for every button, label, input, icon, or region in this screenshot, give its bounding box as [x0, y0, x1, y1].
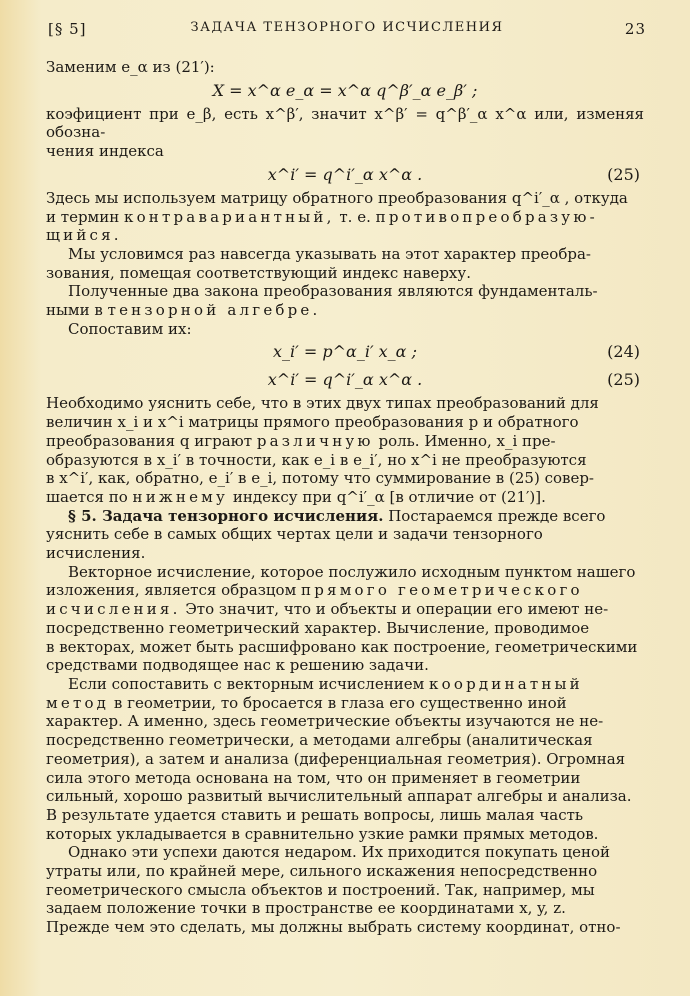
text-line: Полученные два закона преобразования являются фундаменталь- [68, 282, 598, 301]
text-line: изложения, является образцом прямого геометрического [46, 581, 583, 600]
text-line: геометрического смысла объектов и построений. Так, например, мы [46, 880, 595, 899]
text-line: которых укладывается в сравнительно узкие рамки прямых методов. [46, 824, 599, 843]
text-line: Сопоставим их: [68, 319, 192, 338]
text-line: посредственно геометрически, а методами алгебры (аналитическая [46, 731, 593, 750]
text-line: Прежде чем это сделать, мы должны выбрать систему координат, отно- [46, 918, 621, 937]
section-heading-line: § 5. Задача тензорного исчисления. Постараемся прежде всего [68, 506, 606, 525]
equation-number: (24) [607, 342, 640, 362]
text-line: и термин контравариантный, т. е. противопреобразую- [46, 207, 598, 226]
text-line: Заменим e_α из (21′): [46, 58, 215, 76]
header-section: [§ 5] [48, 20, 87, 38]
text-line: посредственно геометрический характер. Вычисление, проводимое [46, 618, 590, 637]
text-line: образуются в x_i′ в точности, как e_i в e_i′, но x^i не преобразуются [46, 450, 587, 469]
equation-number: (25) [607, 164, 640, 184]
text-line: величин x_i и x^i матрицы прямого преобразования p и обратного [46, 413, 579, 432]
text-line: зования, помещая соответствующий индекс наверху. [46, 263, 471, 282]
text-line: в x^i′, как, обратно, e_i′ в e_i, потому что суммирование в (25) совер- [46, 469, 594, 488]
running-header [48, 10, 646, 40]
text-line: характер. А именно, здесь геометрические объекты изучаются не не- [46, 712, 604, 731]
text-line: в векторах, может быть расшифровано как построение, геометрическими [46, 637, 638, 656]
text-line: уяснить себе в самых общих чертах цели и задачи тензорного [46, 525, 543, 544]
text-line: Векторное исчисление, которое послужило исходным пунктом нашего [68, 562, 636, 581]
equation-number: (25) [607, 370, 640, 390]
text-line: средствами подводящее нас к решению задачи. [46, 656, 429, 675]
text-line: В результате удается ставить и решать вопросы, лишь малая часть [46, 805, 584, 824]
formula-25: x^i′ = q^i′_α x^α . (25) [46, 161, 644, 189]
text-line: исчисления. [46, 544, 146, 563]
text-line: геометрия), а затем и анализа (диференциальная геометрия). Огромная [46, 749, 626, 768]
formula-24: x_i′ = p^α_i′ x_α ; (24) [46, 338, 644, 366]
text-line: ными в тензорной алгебре. [46, 301, 321, 320]
text-line: Однако эти успехи даются недаром. Их приходится покупать ценой [68, 843, 611, 862]
text-line: исчисления. Это значит, что и объекты и операции его имеют не- [46, 600, 609, 619]
text-line: Мы условимся раз навсегда указывать на этот характер преобра- [68, 244, 591, 263]
formula: X = x^α e_α = x^α q^β′_α e_β′ ; [212, 80, 478, 100]
header-title: ЗАДАЧА ТЕНЗОРНОГО ИСЧИСЛЕНИЯ [190, 20, 504, 35]
text-line: сила этого метода основана на том, что он применяет в геометрии [46, 768, 581, 787]
text-line: задаем положение точки в пространстве ее координатами x, y, z. [46, 899, 566, 918]
text-line: коэфициент при e_β, есть x^β′, значит x^β′ = q^β′_α x^α или, изменяя обозна- [46, 104, 644, 142]
text-line: сильный, хорошо развитый вычислительный аппарат алгебры и анализа. [46, 787, 632, 806]
text-line: чения индекса [46, 142, 164, 161]
text-line: метод в геометрии, то бросается в глаза его существенно иной [46, 693, 567, 712]
text-line: шается по нижнему индексу при q^i′_α [в отличие от (21′)]. [46, 487, 546, 506]
section-heading: § 5. Задача тензорного исчисления. [68, 506, 384, 525]
formula-25: x^i′ = q^i′_α x^α . (25) [46, 366, 644, 394]
text-line: Здесь мы используем матрицу обратного преобразования q^i′_α , откуда [46, 188, 628, 207]
text-line: преобразования q играют различную роль. Именно, x_i пре- [46, 431, 556, 450]
text-line: щийся. [46, 226, 122, 245]
text-line: Если сопоставить с векторным исчислением координатный [68, 674, 583, 693]
text-line: утраты или, по крайней мере, сильного искажения непосредственно [46, 862, 598, 881]
text-line: Необходимо уяснить себе, что в этих двух типах преобразований для [46, 394, 599, 413]
page-number: 23 [624, 20, 646, 38]
page-body [46, 58, 644, 937]
